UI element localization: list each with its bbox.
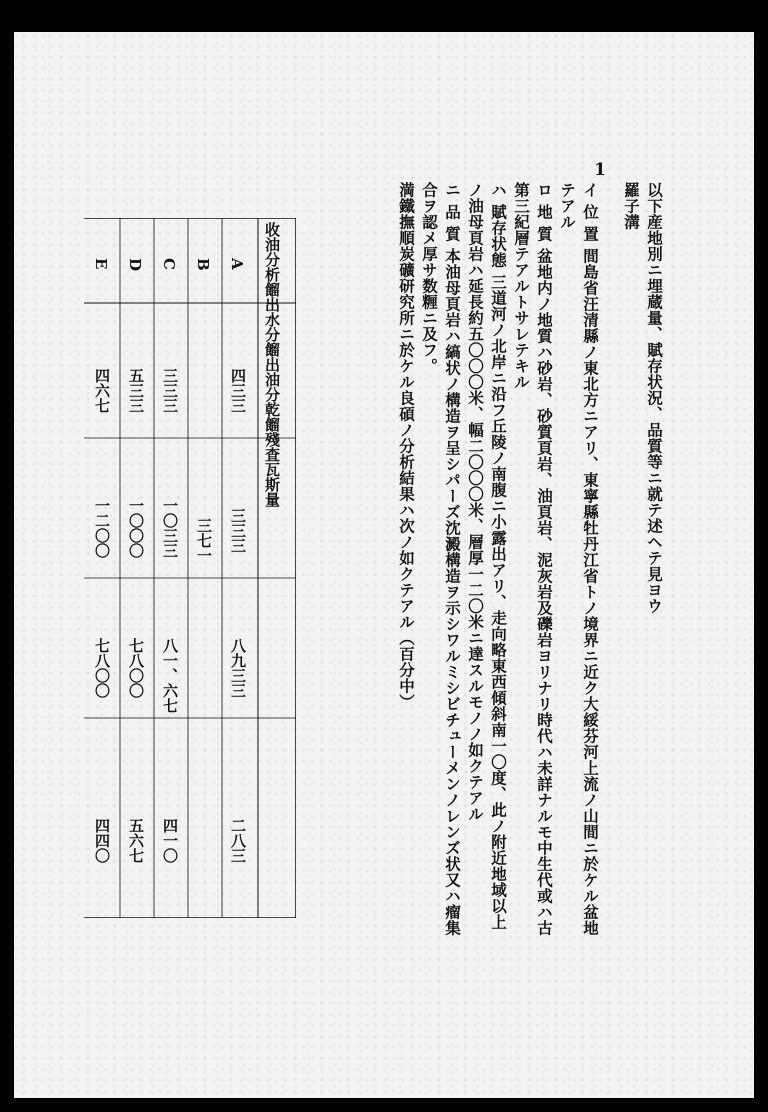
location-paragraph: イ 位 置 間島省汪清縣ノ東北方ニアリ、東寧縣牡丹江省トノ境界ニ近ク大綏芬河上流ノ山間ニ於ケル盆地テアル <box>558 182 600 936</box>
row-c-oil: 三三三 <box>161 368 179 413</box>
row-e-gas: 四四〇 <box>93 818 111 863</box>
row-d-gas: 五六七 <box>127 818 145 863</box>
row-c-gas: 四一〇 <box>161 818 179 863</box>
row-label-e: E <box>92 258 110 270</box>
scanned-page <box>14 32 754 1098</box>
analysis-table <box>84 218 296 918</box>
analysis-intro: 満鐵撫順炭礦研究所ニ於ケル良碩ノ分析結果ハ次ノ如クテアル（百分中） <box>397 182 416 710</box>
row-a-water: 三三三 <box>229 508 247 553</box>
row-c-water: 一〇三三 <box>161 498 179 558</box>
page-number: 1 <box>594 160 606 180</box>
body-text <box>395 182 666 942</box>
row-c-residue: 八一、六七 <box>161 638 179 713</box>
row-a-gas: 二八三 <box>229 818 247 863</box>
geology-paragraph: ロ 地 質 盆地内ノ地質ハ砂岩、砂質頁岩、油頁岩、泥灰岩及礫岩ヨリナリ時代ハ未詳ナルモ中生代或ハ古第三紀層テアルトサレテキル <box>512 182 554 936</box>
row-a-residue: 八九三三 <box>229 638 247 698</box>
quality-paragraph: ニ 品 質 本油母頁岩ハ縞状ノ構造ヲ呈シパーズ沈澱構造ヲ示シワルミシビチューメンノレンズ状又ハ瘤集合ヲ認メ厚サ数糎ニ及フ。 <box>420 182 462 936</box>
row-b-water: 三七一 <box>195 518 213 563</box>
row-label-d: D <box>126 258 144 272</box>
section-title: 羅子溝 <box>622 182 641 230</box>
row-e-oil: 四六七 <box>93 368 111 413</box>
occurrence-paragraph: ハ 賦存状態 三道河ノ北岸ニ沿フ丘陵ノ南腹ニ小露出アリ、走向略東西傾斜南一〇度、此ノ附近地域以上ノ油母頁岩ハ延長約五〇〇〇米、幅二〇〇〇米、層厚一二〇米ニ達スルモノノ如クテアル <box>466 182 508 930</box>
intro-line: 以下産地別ニ埋蔵量、賦存状況、品質等ニ就テ述ヘテ見ヨウ <box>645 182 664 614</box>
row-label-a: A <box>228 258 246 270</box>
header-column: 收油分析餾出水分餾出油分乾餾殘査瓦斯量 <box>263 222 281 507</box>
row-label-b: B <box>194 258 212 271</box>
row-d-water: 一〇〇〇 <box>127 498 145 558</box>
row-e-water: 一二〇〇 <box>93 498 111 558</box>
row-d-residue: 七八〇〇 <box>127 638 145 698</box>
row-e-residue: 七八〇〇 <box>93 638 111 698</box>
row-d-oil: 五三三 <box>127 368 145 413</box>
row-label-c: C <box>160 258 178 270</box>
row-a-oil: 四三三 <box>229 368 247 413</box>
